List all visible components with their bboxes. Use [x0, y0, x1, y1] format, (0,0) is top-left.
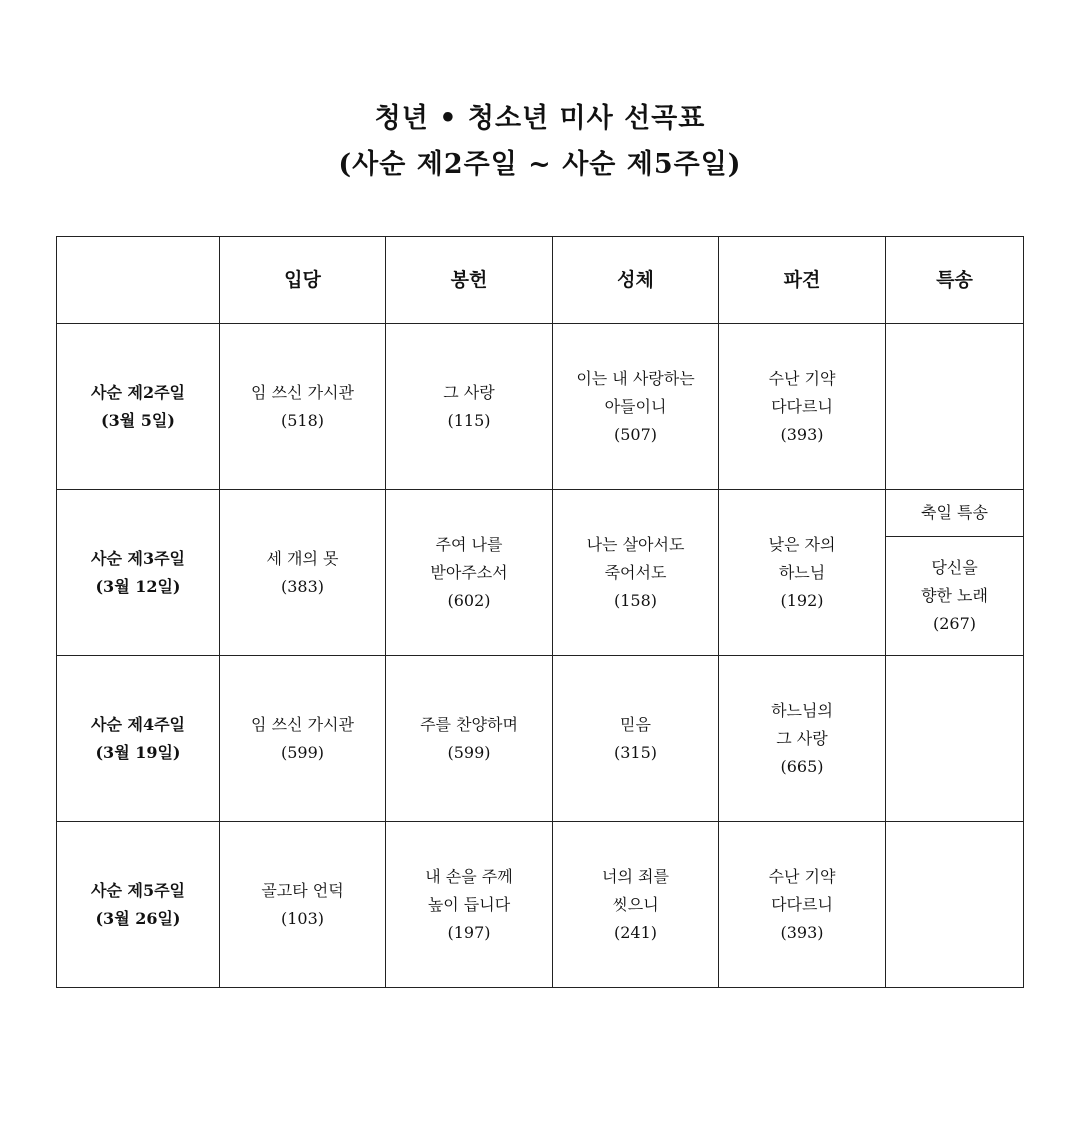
- song-title-cont: 다다르니: [771, 894, 833, 914]
- offertory-cell: [386, 490, 553, 656]
- song-number: (103): [280, 908, 325, 928]
- title-line-1: 청년 • 청소년 미사 선곡표: [374, 103, 706, 134]
- entrance-cell: [220, 656, 386, 822]
- song-title-cont: 다다르니: [771, 396, 833, 416]
- song-title: 임 쓰신 가시관: [251, 382, 354, 402]
- song-title: 그 사랑: [443, 382, 495, 402]
- song-title: 내 손을 주께: [425, 866, 513, 886]
- song-title: 수난 기약: [768, 368, 836, 388]
- week-date: (3월 26일): [95, 908, 181, 928]
- table-header-row: [57, 237, 1024, 324]
- week-cell: [57, 490, 220, 656]
- song-title: 당신을: [931, 558, 978, 577]
- song-number: (267): [932, 614, 977, 633]
- song-title: 하느님의: [771, 700, 833, 720]
- header-dismissal: 파견: [719, 237, 886, 324]
- entrance-cell: [220, 490, 386, 656]
- song-title: 믿음: [620, 714, 651, 734]
- song-number: (192): [780, 590, 824, 610]
- special-cell: [886, 656, 1024, 822]
- song-number: (197): [447, 922, 491, 942]
- special-cell: [886, 822, 1024, 988]
- week-date: (3월 5일): [101, 410, 175, 430]
- song-title: 낮은 자의: [768, 534, 836, 554]
- song-title-cont: 아들이니: [604, 396, 667, 416]
- special-label-cell: [886, 490, 1024, 537]
- entrance-cell: [220, 822, 386, 988]
- header-entrance: 입당: [220, 237, 386, 324]
- song-title-cont: 향한 노래: [921, 586, 988, 605]
- communion-cell: [553, 324, 719, 490]
- week-cell: [57, 324, 220, 490]
- header-empty: [57, 237, 220, 324]
- header-special: 특송: [886, 237, 1024, 324]
- special-cell: [886, 324, 1024, 490]
- song-title: 골고타 언덕: [261, 880, 344, 900]
- song-title: 너의 죄를: [602, 866, 669, 886]
- song-title: 수난 기약: [768, 866, 836, 886]
- song-title: 세 개의 못: [266, 548, 339, 568]
- dismissal-cell: [719, 822, 886, 988]
- dismissal-cell: [719, 490, 886, 656]
- song-title-cont: 그 사랑: [776, 728, 828, 748]
- table-row: [57, 324, 1024, 490]
- week-date: (3월 12일): [95, 576, 181, 596]
- song-number: (241): [613, 922, 658, 942]
- table-row: [57, 656, 1024, 822]
- song-number: (393): [780, 424, 824, 444]
- song-number: (599): [280, 742, 325, 762]
- special-label: 축일 특송: [921, 503, 988, 522]
- entrance-cell: [220, 324, 386, 490]
- week-label: 사순 제2주일: [91, 382, 185, 402]
- song-title-cont: 높이 듭니다: [427, 894, 511, 914]
- week-label: 사순 제4주일: [91, 714, 185, 734]
- week-label: 사순 제5주일: [91, 880, 185, 900]
- header-communion: 성체: [553, 237, 719, 324]
- song-number: (507): [613, 424, 658, 444]
- document-title: [0, 96, 1080, 188]
- header-offertory: 봉헌: [386, 237, 553, 324]
- song-number: (665): [780, 756, 824, 776]
- song-number: (158): [613, 590, 658, 610]
- week-cell: [57, 656, 220, 822]
- table-row: [57, 490, 1024, 537]
- communion-cell: [553, 656, 719, 822]
- song-number: (393): [780, 922, 824, 942]
- table-row: [57, 822, 1024, 988]
- special-cell: [886, 537, 1024, 656]
- dismissal-cell: [719, 324, 886, 490]
- song-number: (602): [447, 590, 491, 610]
- song-title: 이는 내 사랑하는: [576, 368, 695, 388]
- song-title: 나는 살아서도: [586, 534, 685, 554]
- communion-cell: [553, 490, 719, 656]
- offertory-cell: [386, 822, 553, 988]
- song-title: 주를 찬양하며: [420, 714, 518, 734]
- song-number: (518): [280, 410, 325, 430]
- song-number: (115): [447, 410, 491, 430]
- song-title: 임 쓰신 가시관: [251, 714, 354, 734]
- week-date: (3월 19일): [95, 742, 181, 762]
- song-title-cont: 하느님: [778, 562, 826, 582]
- offertory-cell: [386, 656, 553, 822]
- song-title-cont: 씻으니: [612, 894, 659, 914]
- song-title-cont: 받아주소서: [430, 562, 508, 582]
- song-number: (383): [280, 576, 325, 596]
- song-title-cont: 죽어서도: [604, 562, 667, 582]
- week-label: 사순 제3주일: [91, 548, 185, 568]
- song-number: (599): [447, 742, 491, 762]
- dismissal-cell: [719, 656, 886, 822]
- title-line-2: (사순 제2주일 ~ 사순 제5주일): [338, 149, 742, 180]
- song-schedule-table: [56, 236, 1024, 988]
- song-number: (315): [613, 742, 658, 762]
- week-cell: [57, 822, 220, 988]
- offertory-cell: [386, 324, 553, 490]
- song-title: 주여 나를: [435, 534, 503, 554]
- communion-cell: [553, 822, 719, 988]
